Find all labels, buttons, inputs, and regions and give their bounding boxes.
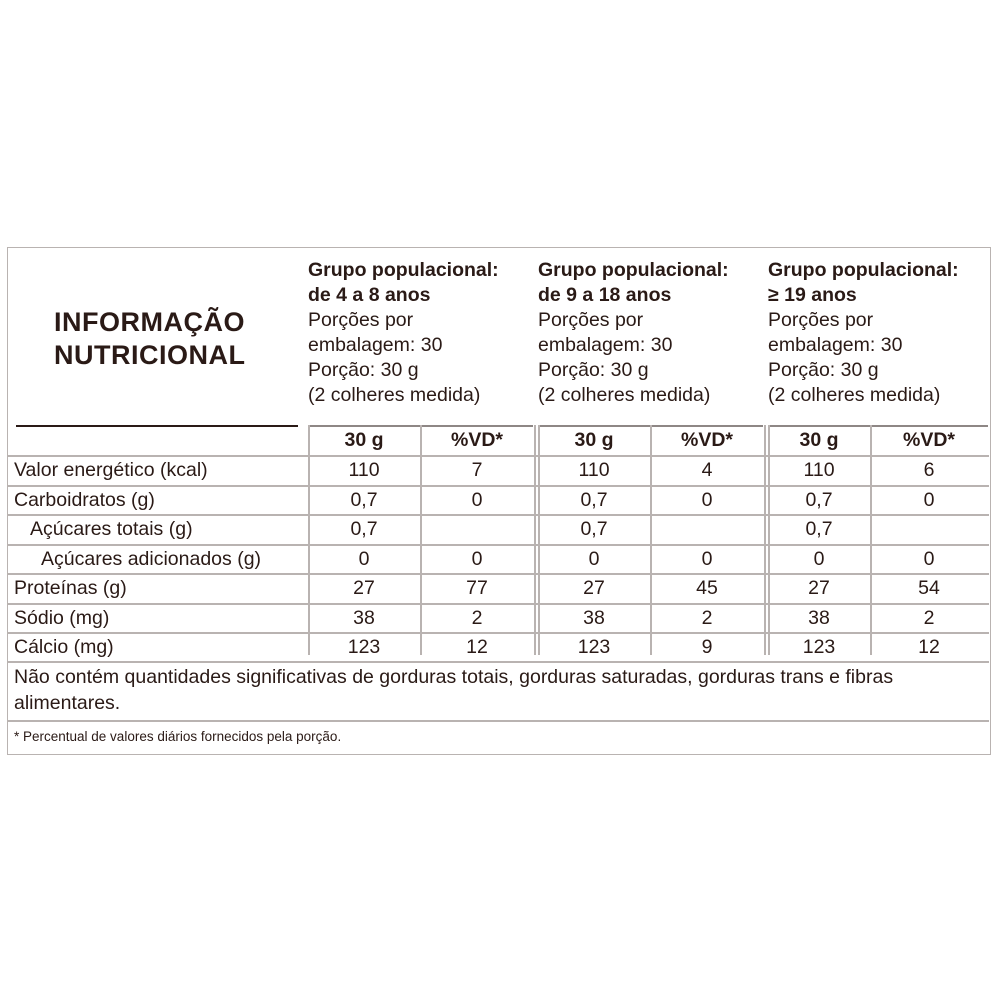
group-header-4-8 bbox=[308, 258, 533, 408]
table-cell: 110 bbox=[348, 459, 380, 481]
table-cell: 27 bbox=[808, 577, 830, 599]
table-cell bbox=[420, 515, 534, 544]
table-cell: 77 bbox=[466, 577, 488, 599]
table-cell: 38 bbox=[808, 607, 830, 629]
row-label-carbs: Carboidratos (g) bbox=[14, 489, 155, 511]
table-cell: 6 bbox=[923, 459, 935, 481]
group-servings-line1: Porções por bbox=[308, 309, 414, 331]
row-label-energy: Valor energético (kcal) bbox=[14, 459, 208, 481]
group-header-19-plus bbox=[768, 258, 993, 408]
col-header-vd: %VD* bbox=[680, 429, 734, 451]
column-divider bbox=[534, 425, 536, 655]
table-cell: 0 bbox=[358, 548, 370, 570]
table-cell: 9 bbox=[701, 636, 713, 658]
table-cell bbox=[870, 515, 988, 544]
col-header-vd: %VD* bbox=[902, 429, 956, 451]
label-title bbox=[54, 306, 274, 372]
group-age: de 9 a 18 anos bbox=[538, 284, 672, 306]
table-cell: 0,7 bbox=[580, 518, 608, 540]
table-cell: 2 bbox=[701, 607, 713, 629]
group-portion: Porção: 30 g bbox=[308, 359, 419, 381]
nutrition-facts-label bbox=[7, 247, 991, 755]
footnote: * Percentual de valores diários fornecidos pela porção. bbox=[14, 729, 342, 744]
table-cell: 123 bbox=[577, 636, 611, 658]
table-cell: 110 bbox=[578, 459, 610, 481]
title-line-2: NUTRICIONAL bbox=[54, 340, 246, 370]
col-header-portion: 30 g bbox=[344, 429, 384, 451]
table-cell: 12 bbox=[918, 636, 940, 658]
row-label-calcium: Cálcio (mg) bbox=[14, 636, 114, 658]
group-servings-line1: Porções por bbox=[768, 309, 874, 331]
table-cell: 45 bbox=[696, 577, 718, 599]
table-cell: 0,7 bbox=[580, 489, 608, 511]
table-cell: 4 bbox=[701, 459, 713, 481]
table-cell: 0,7 bbox=[805, 489, 833, 511]
table-cell: 27 bbox=[583, 577, 605, 599]
col-header-portion: 30 g bbox=[799, 429, 839, 451]
table-cell: 0 bbox=[813, 548, 825, 570]
table-cell: 2 bbox=[471, 607, 483, 629]
table-cell: 123 bbox=[347, 636, 381, 658]
table-cell: 12 bbox=[466, 636, 488, 658]
group-title: Grupo populacional: bbox=[768, 259, 959, 281]
group-servings-line2: embalagem: 30 bbox=[768, 334, 903, 356]
table-cell: 0,7 bbox=[805, 518, 833, 540]
group-servings-line1: Porções por bbox=[538, 309, 644, 331]
table-cell: 0 bbox=[701, 548, 713, 570]
row-label-protein: Proteínas (g) bbox=[14, 577, 127, 599]
title-line-1: INFORMAÇÃO bbox=[54, 307, 245, 337]
nutrition-note: Não contém quantidades significativas de gorduras totais, gorduras saturadas, gorduras trans e fibras alimentares. bbox=[14, 666, 894, 714]
table-cell bbox=[650, 515, 764, 544]
group-portion-measure: (2 colheres medida) bbox=[308, 384, 481, 406]
table-cell: 0,7 bbox=[350, 489, 378, 511]
table-cell: 0,7 bbox=[350, 518, 378, 540]
table-cell: 110 bbox=[803, 459, 835, 481]
group-header-9-18 bbox=[538, 258, 763, 408]
table-cell: 38 bbox=[583, 607, 605, 629]
table-cell: 0 bbox=[701, 489, 713, 511]
column-divider bbox=[764, 425, 766, 655]
group-age: ≥ 19 anos bbox=[768, 284, 857, 306]
table-cell: 123 bbox=[802, 636, 836, 658]
group-servings-line2: embalagem: 30 bbox=[538, 334, 673, 356]
title-underline bbox=[16, 425, 298, 427]
group-servings-line2: embalagem: 30 bbox=[308, 334, 443, 356]
row-label-total-sugars: Açúcares totais (g) bbox=[30, 518, 193, 540]
table-cell: 0 bbox=[588, 548, 600, 570]
table-cell: 54 bbox=[918, 577, 940, 599]
col-header-vd: %VD* bbox=[450, 429, 504, 451]
col-header-portion: 30 g bbox=[574, 429, 614, 451]
group-portion-measure: (2 colheres medida) bbox=[538, 384, 711, 406]
group-portion: Porção: 30 g bbox=[538, 359, 649, 381]
table-cell: 7 bbox=[471, 459, 483, 481]
group-title: Grupo populacional: bbox=[308, 259, 499, 281]
group-age: de 4 a 8 anos bbox=[308, 284, 431, 306]
group-portion-measure: (2 colheres medida) bbox=[768, 384, 941, 406]
table-cell: 0 bbox=[471, 548, 483, 570]
table-cell: 0 bbox=[923, 548, 935, 570]
row-label-added-sugars: Açúcares adicionados (g) bbox=[41, 548, 262, 570]
group-title: Grupo populacional: bbox=[538, 259, 729, 281]
table-cell: 27 bbox=[353, 577, 375, 599]
table-cell: 38 bbox=[353, 607, 375, 629]
table-cell: 2 bbox=[923, 607, 935, 629]
table-cell: 0 bbox=[923, 489, 935, 511]
table-cell: 0 bbox=[471, 489, 483, 511]
row-label-sodium: Sódio (mg) bbox=[14, 607, 110, 629]
group-portion: Porção: 30 g bbox=[768, 359, 879, 381]
note-divider bbox=[8, 720, 989, 722]
